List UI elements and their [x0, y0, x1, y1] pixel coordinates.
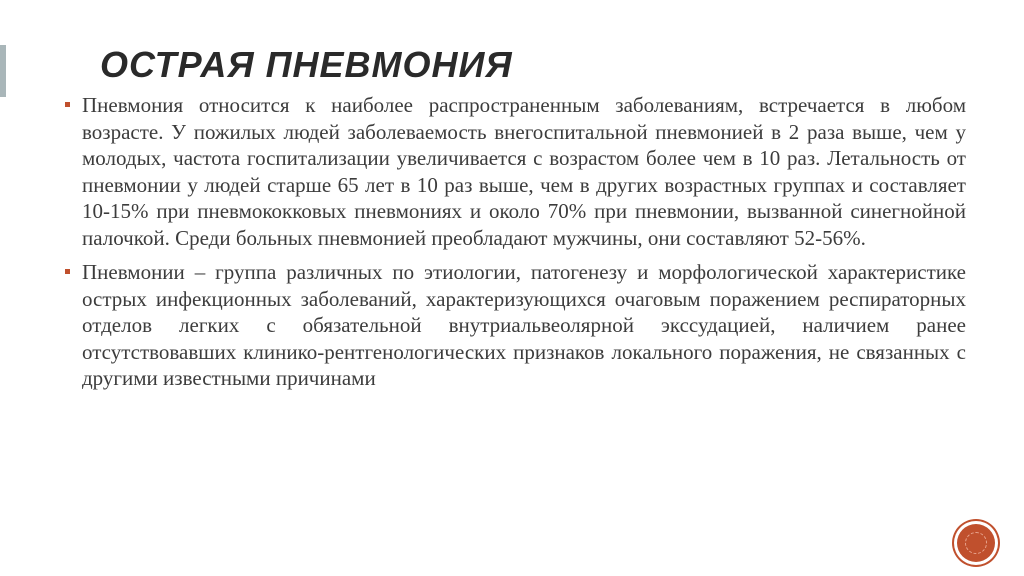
slide-content: [60, 92, 966, 400]
bullet-text: Пневмония относится к наиболее распространенным заболеваниям, встречается в любом возрасте. У пожилых людей заболеваемость внегоспитальной пневмонией в 2 раза выше, чем у молодых, частота госпитализации увеличивается с возрастом более чем в 10 раз. Летальность от пневмонии у людей старше 65 лет в 10 раз выше, чем в других возрастных группах и составляет 10-15% при пневмококковых пневмониях и около 70% при пневмонии, вызванной синегнойной палочкой. Среди больных пневмонией преобладают мужчины, они составляют 52-56%.: [82, 93, 966, 250]
bullet-text: Пневмонии – группа различных по этиологии, патогенезу и морфологической характеристике острых инфекционных заболеваний, характеризующихся очаговым поражением респираторных отделов легких с обязательной внутриальвеолярной экссудацией, наличием ранее отсутствовавших клинико-рентгенологических признаков локального поражения, не связанных с другими известными причинами: [82, 260, 966, 390]
bullet-item: [60, 92, 966, 251]
logo-inner-ring: [965, 532, 987, 554]
logo-circle-icon: [957, 524, 995, 562]
square-bullet-icon: [65, 269, 70, 274]
bullet-item: [60, 259, 966, 392]
slide-title: ОСТРАЯ ПНЕВМОНИЯ: [100, 44, 513, 85]
square-bullet-icon: [65, 102, 70, 107]
left-decoration-bar: [0, 45, 6, 97]
